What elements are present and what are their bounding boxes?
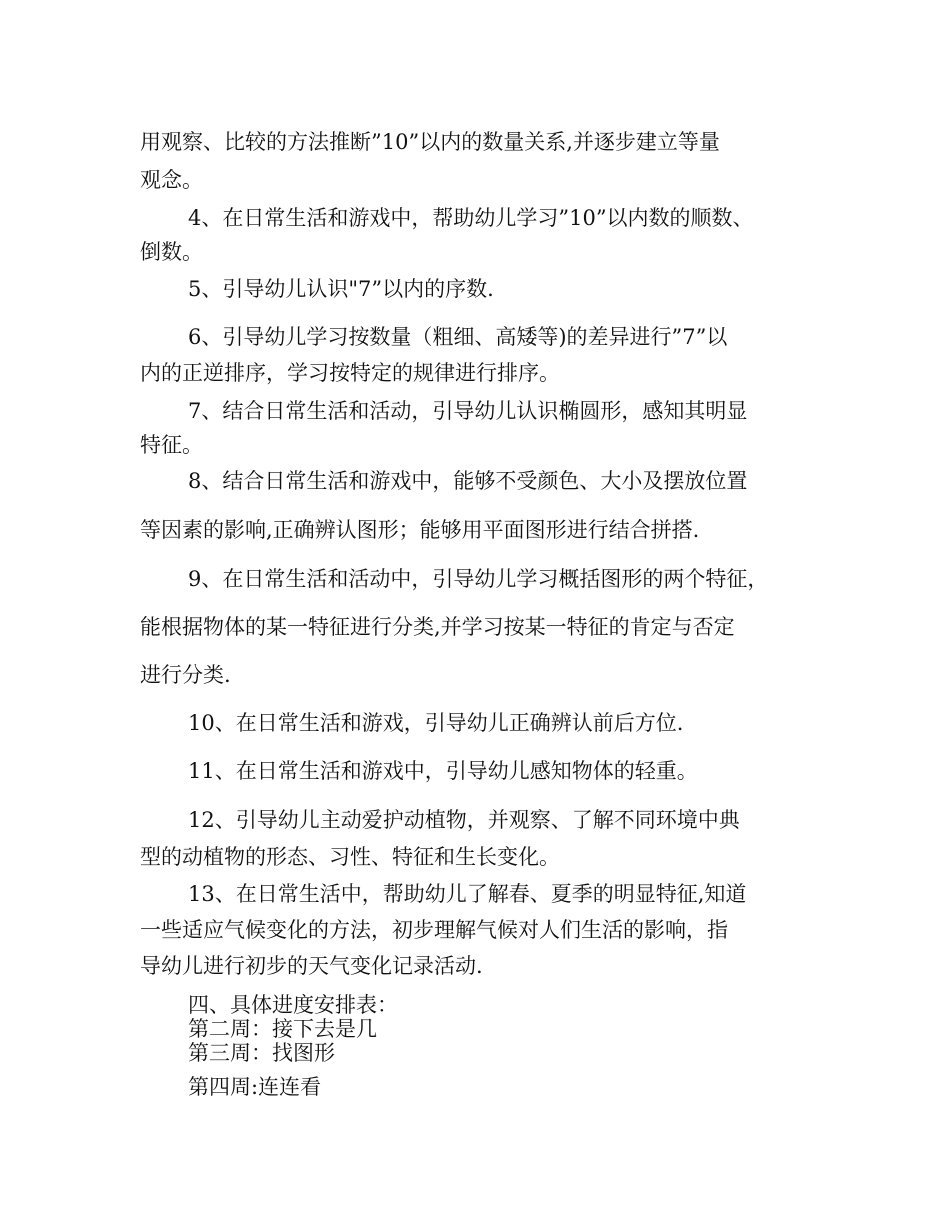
item-7-line: 7、结合日常生活和活动，引导幼儿认识椭圆形，感知其明显 <box>188 399 748 423</box>
text-line: 等因素的影响,正确辨认图形；能够用平面图形进行结合拼搭. <box>140 518 700 542</box>
item-8-line: 8、结合日常生活和游戏中，能够不受颜色、大小及摆放位置 <box>188 469 748 493</box>
schedule-week-2: 第二周：接下去是几 <box>188 1017 377 1041</box>
text-line: 导幼儿进行初步的天气变化记录活动. <box>140 954 483 978</box>
item-12-line: 12、引导幼儿主动爱护动植物，并观察、了解不同环境中典 <box>188 808 740 832</box>
item-5-line: 5、引导幼儿认识"7”以内的序数. <box>188 277 494 301</box>
text-line: 一些适应气候变化的方法，初步理解气候对人们生活的影响，指 <box>140 918 728 942</box>
item-6-line: 6、引导幼儿学习按数量（粗细、高矮等)的差异进行”7”以 <box>188 325 728 349</box>
text-line: 特征。 <box>140 433 203 457</box>
text-line: 内的正逆排序，学习按特定的规律进行排序。 <box>140 361 560 385</box>
item-11-line: 11、在日常生活和游戏中，引导幼儿感知物体的轻重。 <box>188 759 698 783</box>
schedule-week-4: 第四周:连连看 <box>188 1075 322 1099</box>
item-4-line: 4、在日常生活和游戏中，帮助幼儿学习”10”以内数的顺数、 <box>188 206 754 230</box>
text-line: 倒数。 <box>140 240 203 264</box>
section-heading: 四、具体进度安排表： <box>188 993 398 1017</box>
text-line: 型的动植物的形态、习性、特征和生长变化。 <box>140 845 560 869</box>
text-line: 能根据物体的某一特征进行分类,并学习按某一特征的肯定与否定 <box>140 615 735 639</box>
item-10-line: 10、在日常生活和游戏，引导幼儿正确辨认前后方位. <box>188 711 684 735</box>
text-line: 进行分类. <box>140 663 231 687</box>
text-line: 观念。 <box>140 168 203 192</box>
item-9-line: 9、在日常生活和活动中，引导幼儿学习概括图形的两个特征， <box>188 567 769 591</box>
text-line: 用观察、比较的方法推断”10”以内的数量关系,并逐步建立等量 <box>140 130 720 154</box>
schedule-week-3: 第三周：找图形 <box>188 1041 335 1065</box>
item-13-line: 13、在日常生活中，帮助幼儿了解春、夏季的明显特征,知道 <box>188 882 747 906</box>
